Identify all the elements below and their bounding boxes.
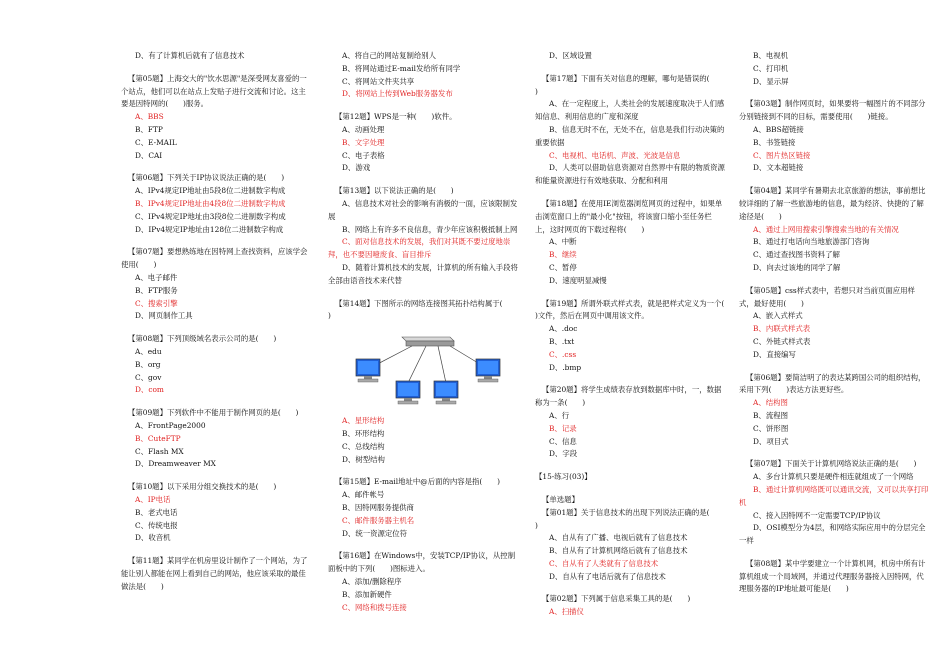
answer-option: C、gov [135,372,162,382]
answer-option: C、总线结构 [342,441,385,451]
answer-option: D、人类可以借助信息资源对自然界中有限的物质资源和能量资源进行有效地获取、分配和利用 [535,163,725,186]
question-stem: 【单选题】 [542,494,579,504]
answer-option: B、网络上有许多不良信息，青少年应该积极抵制上网 [342,224,518,234]
question-stem: 【第01题】关于信息技术的出现下列说法正确的是( ) [535,507,725,530]
question-stem: 【第09题】下列软件中不能用于制作网页的是( ) [128,408,299,418]
answer-option-correct: C、电视机、电话机、声波、光波是信息 [549,150,681,160]
answer-option-correct: B、内联式样式表 [753,324,811,334]
question-stem: 【第06题】要简洁明了的表达某跨国公司的组织结构，采用下列( )表达方法更好些。 [739,372,926,395]
answer-option: A、动画处理 [342,124,385,134]
answer-option: A、电子邮件 [135,272,178,282]
answer-option: C、通过查找图书资料了解 [753,250,840,260]
question-stem: 【第14题】下图所示的网络连接图其拓扑结构属于( ) [328,298,518,321]
network-cables [368,346,488,383]
answer-option: B、老式电话 [135,507,178,517]
answer-option: B、.txt [549,336,575,346]
answer-option: B、FTP [135,124,163,134]
answer-option: C、将网站文件夹共享 [342,76,415,86]
answer-option-correct: A、星形结构 [342,416,385,426]
answer-option: B、FTP服务 [135,285,178,295]
answer-option: B、因特网服务提供商 [342,502,414,512]
answer-option: D、树型结构 [342,454,385,464]
answer-option: D、文本超链接 [753,163,804,173]
answer-option-correct: B、CuteFTP [135,433,181,443]
question-stem: 【第20题】将学生成绩表存放到数据库中时，一，数据称为一条( ) [535,385,722,408]
answer-option: C、IPv4规定IP地址由3段8位二进制数字构成 [135,211,286,221]
answer-option: B、添加新硬件 [342,589,392,599]
answer-option-correct: A、结构图 [753,398,788,408]
answer-option: B、电视机 [753,51,788,60]
answer-option: A、BBS超链接 [753,124,804,134]
answer-option-correct: B、通过计算机网络既可以通讯交流，又可以共享打印机 [739,484,929,507]
column-3 [535,50,740,619]
answer-option: D、字段 [549,449,578,459]
answer-option: C、外链式样式表 [753,336,811,346]
answer-option: C、传统电报 [135,520,178,530]
answer-option: D、游戏 [342,163,371,173]
column-4 [739,50,929,596]
answer-option: A、FrontPage2000 [135,420,206,430]
answer-option: A、edu [135,346,162,356]
answer-option: B、通过打电话向当地旅游部门咨询 [753,237,870,247]
answer-option: D、收音机 [135,533,171,543]
answer-option: D、向去过该地的同学了解 [753,262,841,272]
answer-option-correct: C、图片热区链接 [753,150,811,160]
answer-option-correct: B、文字处理 [342,137,385,147]
answer-option: A、自从有了广播、电视后就有了信息技术 [549,533,688,543]
computer-icon [476,359,500,382]
answer-option: D、项目式 [753,436,789,446]
question-stem: 【第18题】在使用IE浏览器浏览网页的过程中，如果单击浏览窗口上的"最小化"按钮，将该窗口缩小至任务栏上，这时网页的下载过程将( ) [535,198,723,234]
question-stem: 【第08题】某中学要建立一个计算机网，机房中所有计算机组成一个局域网，并通过代理服务器接入因特网，代理服务器的IP地址最可能是( ) [739,558,926,594]
answer-option: C、接入因特网不一定需要TCP/IP协议 [753,510,881,520]
answer-option: A、IPv4规定IP地址由5段8位二进制数字构成 [135,186,286,196]
answer-option: C、电子表格 [342,150,385,160]
answer-option: B、书签链接 [753,137,796,147]
column-1 [121,50,311,593]
computer-icon [396,381,420,404]
question-stem: 【第07题】下面关于计算机网络说法正确的是( ) [746,459,917,469]
answer-option-correct: C、邮件服务器主机名 [342,515,415,525]
network-topology-figure [342,329,508,409]
answer-option: C、暂停 [549,262,577,272]
section-heading: 【15-练习(03)】 [535,472,592,482]
question-stem: 【第08题】下列顶级域名表示公司的是( ) [128,334,277,344]
question-stem: 【第04题】某同学有暑期去北京旅游的想法，事前想比较详细的了解一些旅游地的信息，最为经济、快捷的了解途径是( ) [739,186,926,221]
answer-option-correct: D、com [135,385,164,395]
question-stem: 【第05题】css样式表中，若想只对当前页面应用样式，最好使用( ) [739,285,915,308]
answer-option: C、饼形图 [753,423,789,433]
answer-option-correct: C、面对信息技术的发展，我们对其既不要过度地崇拜，也不要因噎废食、盲目排斥 [328,237,511,260]
answer-option: A、将自己的网站复制给别人 [342,51,437,60]
answer-option-correct: A、BBS [135,112,164,122]
question-stem: 【第02题】下列属于信息采集工具的是( ) [542,594,691,604]
answer-option-correct: A、扫描仪 [549,607,584,617]
question-stem: 【第15题】E-mail地址中@后面的内容是指( ) [335,477,500,487]
answer-option: D、统一资源定位符 [342,528,408,538]
answer-option: D、.bmp [549,362,582,372]
answer-option-correct: A、IP电话 [135,494,171,504]
answer-option: D、自从有了电话后就有了信息技术 [549,571,666,581]
question-stem: 【第13题】以下说法正确的是( ) [335,186,454,196]
answer-option-correct: B、IPv4规定IP地址由4段8位二进制数字构成 [135,198,286,208]
answer-option: B、org [135,359,161,369]
answer-option: C、打印机 [753,63,789,73]
answer-option: A、信息技术对社会的影响有消极的一面，应该限制发展 [328,198,518,221]
answer-option: B、将网站通过E-mail发给所有同学 [342,63,461,73]
answer-option: D、IPv4规定IP地址由128位二进制数字构成 [135,224,284,234]
answer-option: D、随着计算机技术的发展，计算机的所有输入手段将全部由语音技术来代替 [328,262,518,285]
answer-option: C、Flash MX [135,446,184,456]
question-stem: 【第05题】上海交大的"饮水思源"是深受网友喜爱的一个站点，他们可以在站点上发贴子进行交流和讨论。这主要是因特网的( )服务。 [121,73,307,109]
answer-option: D、显示屏 [753,76,789,86]
answer-option: C、信息 [549,436,577,446]
answer-option: D、直接编写 [753,349,796,359]
answer-option: D、CAI [135,150,163,160]
answer-option: D、OSI模型分为4层，和网络实际应用中的分层完全一样 [739,523,926,546]
answer-option-correct: B、记录 [549,423,577,433]
answer-option: D、Dreamweaver MX [135,459,216,469]
answer-option: A、嵌入式样式 [753,311,803,321]
question-stem: 【第03题】制作网页时，如果要将一幅图片的不同部分分别链接到不同的目标，需要使用( )链接。 [739,99,926,122]
answer-option: A、添加/删除程序 [342,576,402,586]
answer-option-correct: B、继续 [549,250,577,260]
answer-option: A、.doc [549,324,578,334]
computer-icon [434,381,458,404]
question-stem: 【第19题】所谓外联式样式表，就是把样式定义为一个( )文件，然后在网页中调用该文件。 [535,298,740,321]
question-stem: 【第06题】下列关于IP协议说法正确的是( ) [128,173,285,183]
question-stem: 【第17题】下面有关对信息的理解，哪句是错误的( ) [535,73,725,96]
question-stem: 【第11题】某同学在机房里设计制作了一个网站，为了能让别人都能在网上看到自己的网站，他应该采取的最佳做法是( ) [121,556,308,591]
column-2 [328,50,518,614]
answer-option: B、信息无时不在，无处不在，信息是我们行动决策的重要依据 [535,124,725,147]
answer-option: D、区域设置 [549,51,592,60]
answer-option: B、环形结构 [342,428,385,438]
answer-option: A、多台计算机只要是硬件相连就组成了一个网络 [753,472,914,482]
answer-option: D、网页制作工具 [135,311,193,321]
answer-option: A、行 [549,410,570,420]
answer-option: D、速度明显减慢 [549,275,607,285]
network-hub [402,337,454,346]
answer-option-correct: C、自从有了人类就有了信息技术 [549,558,659,568]
answer-option-correct: A、通过上网用搜索引擎搜索当地的有关情况 [753,224,899,234]
answer-option-correct: C、.css [549,349,577,359]
computer-icon [356,359,380,382]
answer-option-correct: C、搜索引擎 [135,298,178,308]
answer-option: D、有了计算机后就有了信息技术 [135,51,245,60]
answer-option: A、邮件帐号 [342,490,385,500]
answer-option: A、在一定程度上，人类社会的发展速度取决于人们感知信息、利用信息的广度和深度 [535,99,725,122]
question-stem: 【第10题】以下采用分组交换技术的是( ) [128,482,277,492]
answer-option-correct: D、将网站上传到Web服务器发布 [342,89,453,99]
answer-option-correct: C、网络和拨号连接 [342,602,407,612]
answer-option: A、中断 [549,237,577,247]
question-stem: 【第16题】在Windows中，安装TCP/IP协议，从控制面板中的下列( )图标进入。 [328,551,516,574]
answer-option: B、自从有了计算机网络后就有了信息技术 [549,546,688,556]
question-stem: 【第12题】WPS是一种( )软件。 [335,112,457,122]
question-stem: 【第07题】要想熟练地在因特网上查找资料，应该学会使用( ) [121,247,308,270]
answer-option: B、流程图 [753,410,788,420]
answer-option: C、E-MAIL [135,137,177,147]
